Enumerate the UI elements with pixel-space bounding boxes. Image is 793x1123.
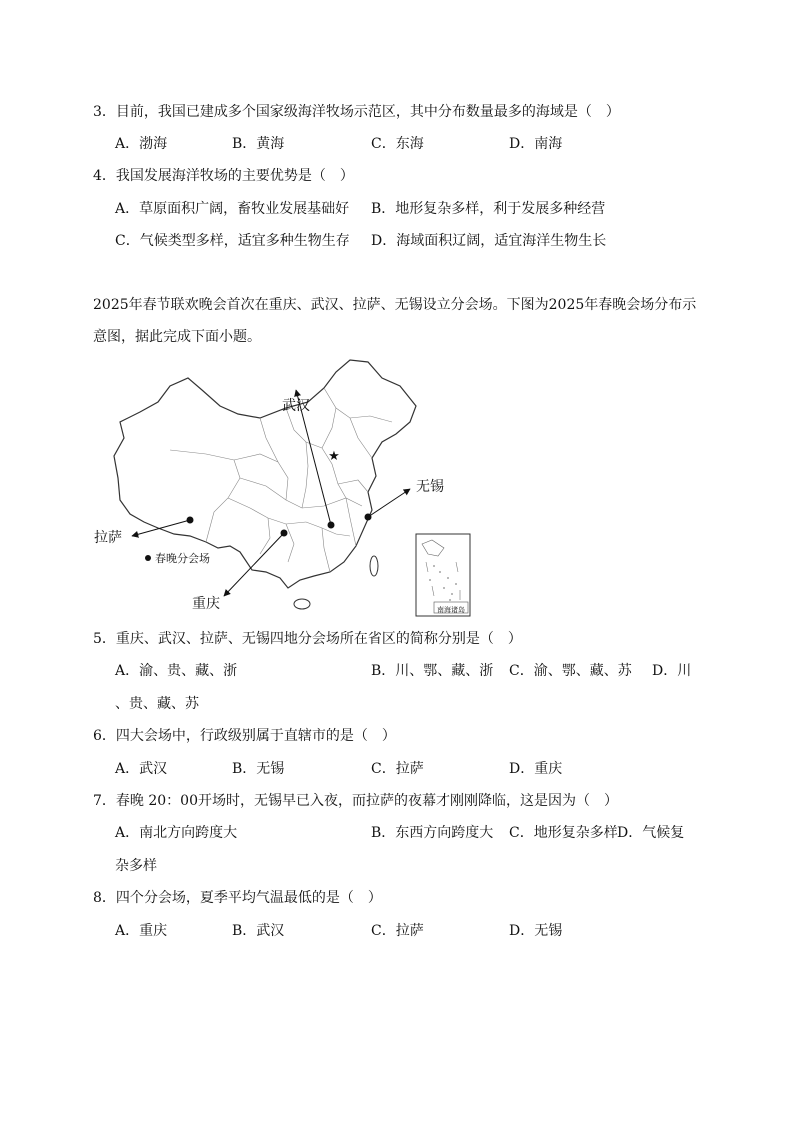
inset-caption: 南海诸岛	[437, 606, 465, 614]
legend-dot	[145, 555, 151, 561]
taiwan-island	[370, 556, 378, 576]
question-4-option-d: D．海域面积辽阔，适宜海洋生物生长	[371, 233, 607, 249]
map-legend-label: 春晚分会场	[155, 552, 210, 565]
beijing-star-icon: ★	[328, 449, 340, 464]
question-8-option-a: A．重庆	[115, 923, 168, 939]
question-3-option-d: D．南海	[509, 136, 563, 152]
question-6-option-b: B．无锡	[232, 761, 285, 777]
question-8-stem: 8．四个分会场，夏季平均气温最低的是（ ）	[93, 890, 382, 906]
question-5-option-c: C．渝、鄂、藏、苏	[509, 663, 632, 679]
province-boundaries	[170, 388, 392, 572]
map-label-wuhan: 武汉	[282, 398, 310, 414]
question-5-option-d-part2: 、贵、藏、苏	[115, 696, 199, 712]
question-3-option-a: A．渤海	[115, 136, 168, 152]
question-5-option-d-part1: D．川	[652, 663, 692, 679]
question-6-option-d: D．重庆	[509, 761, 563, 777]
hainan-island	[294, 599, 310, 609]
question-6-option-a: A．武汉	[115, 761, 168, 777]
question-3-option-b: B．黄海	[232, 136, 285, 152]
map-label-wuxi: 无锡	[416, 479, 444, 495]
question-4-option-c: C．气候类型多样，适宜多种生物生存	[115, 233, 350, 249]
question-8-option-c: C．拉萨	[371, 923, 424, 939]
question-7-option-d-part2: 杂多样	[115, 858, 157, 874]
arrow-lhasa	[132, 520, 190, 536]
question-7-option-a: A．南北方向跨度大	[115, 825, 238, 841]
question-7-option-d-part1: D．气候复	[617, 825, 685, 841]
map-label-chongqing: 重庆	[192, 596, 220, 612]
question-3-option-c: C．东海	[371, 136, 424, 152]
question-4-option-b: B．地形复杂多样，利于发展多种经营	[371, 201, 606, 217]
question-4-option-a: A．草原面积广阔，畜牧业发展基础好	[115, 201, 350, 217]
china-venue-map	[94, 358, 472, 620]
question-7-option-c: C．地形复杂多样	[509, 825, 618, 841]
question-7-option-b: B．东西方向跨度大	[371, 825, 494, 841]
question-5-stem: 5．重庆、武汉、拉萨、无锡四地分会场所在省区的简称分别是（ ）	[93, 631, 522, 647]
question-8-option-b: B．武汉	[232, 923, 285, 939]
intro-line-2: 意图，据此完成下面小题。	[93, 329, 261, 345]
question-5-option-a: A．渝、贵、藏、浙	[115, 663, 238, 679]
arrow-wuxi	[368, 489, 410, 517]
south-china-sea-inset	[416, 534, 470, 616]
question-5-option-b: B．川、鄂、藏、浙	[371, 663, 494, 679]
question-4-stem: 4．我国发展海洋牧场的主要优势是（ ）	[93, 168, 354, 184]
question-7-stem: 7．春晚 20：00开场时，无锡早已入夜，而拉萨的夜幕才刚刚降临，这是因为（ ）	[93, 793, 618, 809]
question-6-stem: 6．四大会场中，行政级别属于直辖市的是（ ）	[93, 728, 396, 744]
intro-line-1: 2025年春节联欢晚会首次在重庆、武汉、拉萨、无锡设立分会场。下图为2025年春晚会场分布示	[93, 297, 697, 313]
question-3-stem: 3．目前，我国已建成多个国家级海洋牧场示范区，其中分布数量最多的海域是（ ）	[93, 104, 620, 120]
question-8-option-d: D．无锡	[509, 923, 563, 939]
arrow-chongqing	[224, 533, 284, 596]
map-label-lhasa: 拉萨	[94, 530, 122, 546]
question-6-option-c: C．拉萨	[371, 761, 424, 777]
